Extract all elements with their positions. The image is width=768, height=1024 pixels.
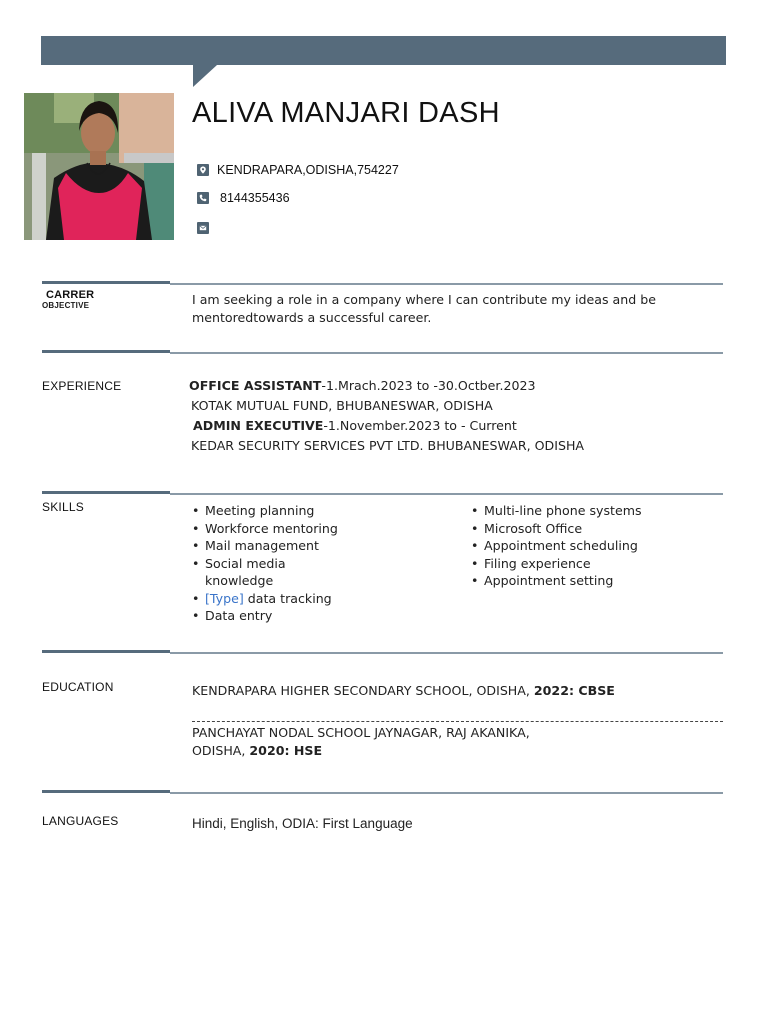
job-1-heading <box>189 377 536 395</box>
job-2-heading <box>193 417 517 435</box>
skill-item <box>192 590 338 608</box>
address-text: KENDRAPARA,ODISHA,754227 <box>217 163 399 177</box>
education-school-1 <box>192 682 615 700</box>
skills-list-left <box>192 502 338 625</box>
profile-photo <box>24 93 174 240</box>
section-marker-objective <box>42 281 170 284</box>
objective-sublabel: OBJECTIVE <box>42 301 90 310</box>
skill-item: • Appointment setting <box>471 572 642 590</box>
address-row <box>197 163 399 177</box>
school-2-name: ODISHA, <box>192 743 250 758</box>
job-2-company: KEDAR SECURITY SERVICES PVT LTD. BHUBANESWAR, ODISHA <box>191 438 585 453</box>
skill-item: • Appointment scheduling <box>471 537 642 555</box>
phone-row <box>197 191 290 205</box>
school-2-line-1: PANCHAYAT NODAL SCHOOL JAYNAGAR, RAJ AKANIKA, <box>192 725 530 740</box>
skill-text: Social media <box>205 555 286 571</box>
skill-item: • Filing experience <box>471 555 642 573</box>
experience-label: EXPERIENCE <box>42 379 122 393</box>
job-2-title: ADMIN EXECUTIVE <box>193 418 324 433</box>
header-bar <box>41 36 726 65</box>
objective-line-2: mentoredtowards a successful career. <box>192 310 432 325</box>
skill-item: • Workforce mentoring <box>192 520 338 538</box>
section-marker-education <box>42 650 170 653</box>
phone-icon <box>197 192 209 204</box>
section-marker-languages <box>42 790 170 793</box>
skills-list-right <box>471 502 642 590</box>
skill-item: • Data entry <box>192 607 338 625</box>
header-notch <box>193 65 217 87</box>
objective-label: CARRER <box>46 289 95 301</box>
type-placeholder[interactable]: [Type] <box>205 590 244 606</box>
school-2-year: 2020: HSE <box>249 743 323 758</box>
school-1-name: KENDRAPARA HIGHER SECONDARY SCHOOL, ODISHA, <box>192 683 534 698</box>
skill-item: • Mail management <box>192 537 338 555</box>
job-1-dates: -1.Mrach.2023 to -30.Octber.2023 <box>321 378 536 393</box>
objective-line-1: I am seeking a role in a company where I can contribute my ideas and be <box>192 292 656 307</box>
education-separator <box>192 721 723 722</box>
skill-item <box>192 555 338 590</box>
section-marker-experience <box>42 350 170 353</box>
job-1-title: OFFICE ASSISTANT <box>189 378 322 393</box>
skills-label: SKILLS <box>42 500 84 514</box>
section-divider-languages <box>170 792 723 794</box>
phone-text: 8144355436 <box>220 191 290 205</box>
education-school-2 <box>192 742 322 760</box>
languages-label: LANGUAGES <box>42 814 119 828</box>
candidate-name: ALIVA MANJARI DASH <box>192 97 500 129</box>
section-divider-skills <box>170 493 723 495</box>
job-1-company: KOTAK MUTUAL FUND, BHUBANESWAR, ODISHA <box>191 398 493 413</box>
school-1-year: 2022: CBSE <box>533 683 615 698</box>
skill-text: knowledge <box>205 573 274 588</box>
job-2-dates: -1.November.2023 to - Current <box>323 418 517 433</box>
skill-item: • Microsoft Office <box>471 520 642 538</box>
skill-item: • Meeting planning <box>192 502 338 520</box>
section-divider-experience <box>170 352 723 354</box>
section-divider-education <box>170 652 723 654</box>
mail-icon <box>197 222 209 234</box>
email-row <box>197 222 217 234</box>
section-marker-skills <box>42 491 170 494</box>
education-label: EDUCATION <box>42 680 114 694</box>
languages-text: Hindi, English, ODIA: First Language <box>192 816 413 831</box>
skill-text: data tracking <box>243 590 332 606</box>
section-divider-objective <box>170 283 723 285</box>
skill-item: • Multi-line phone systems <box>471 502 642 520</box>
location-icon <box>197 164 209 176</box>
